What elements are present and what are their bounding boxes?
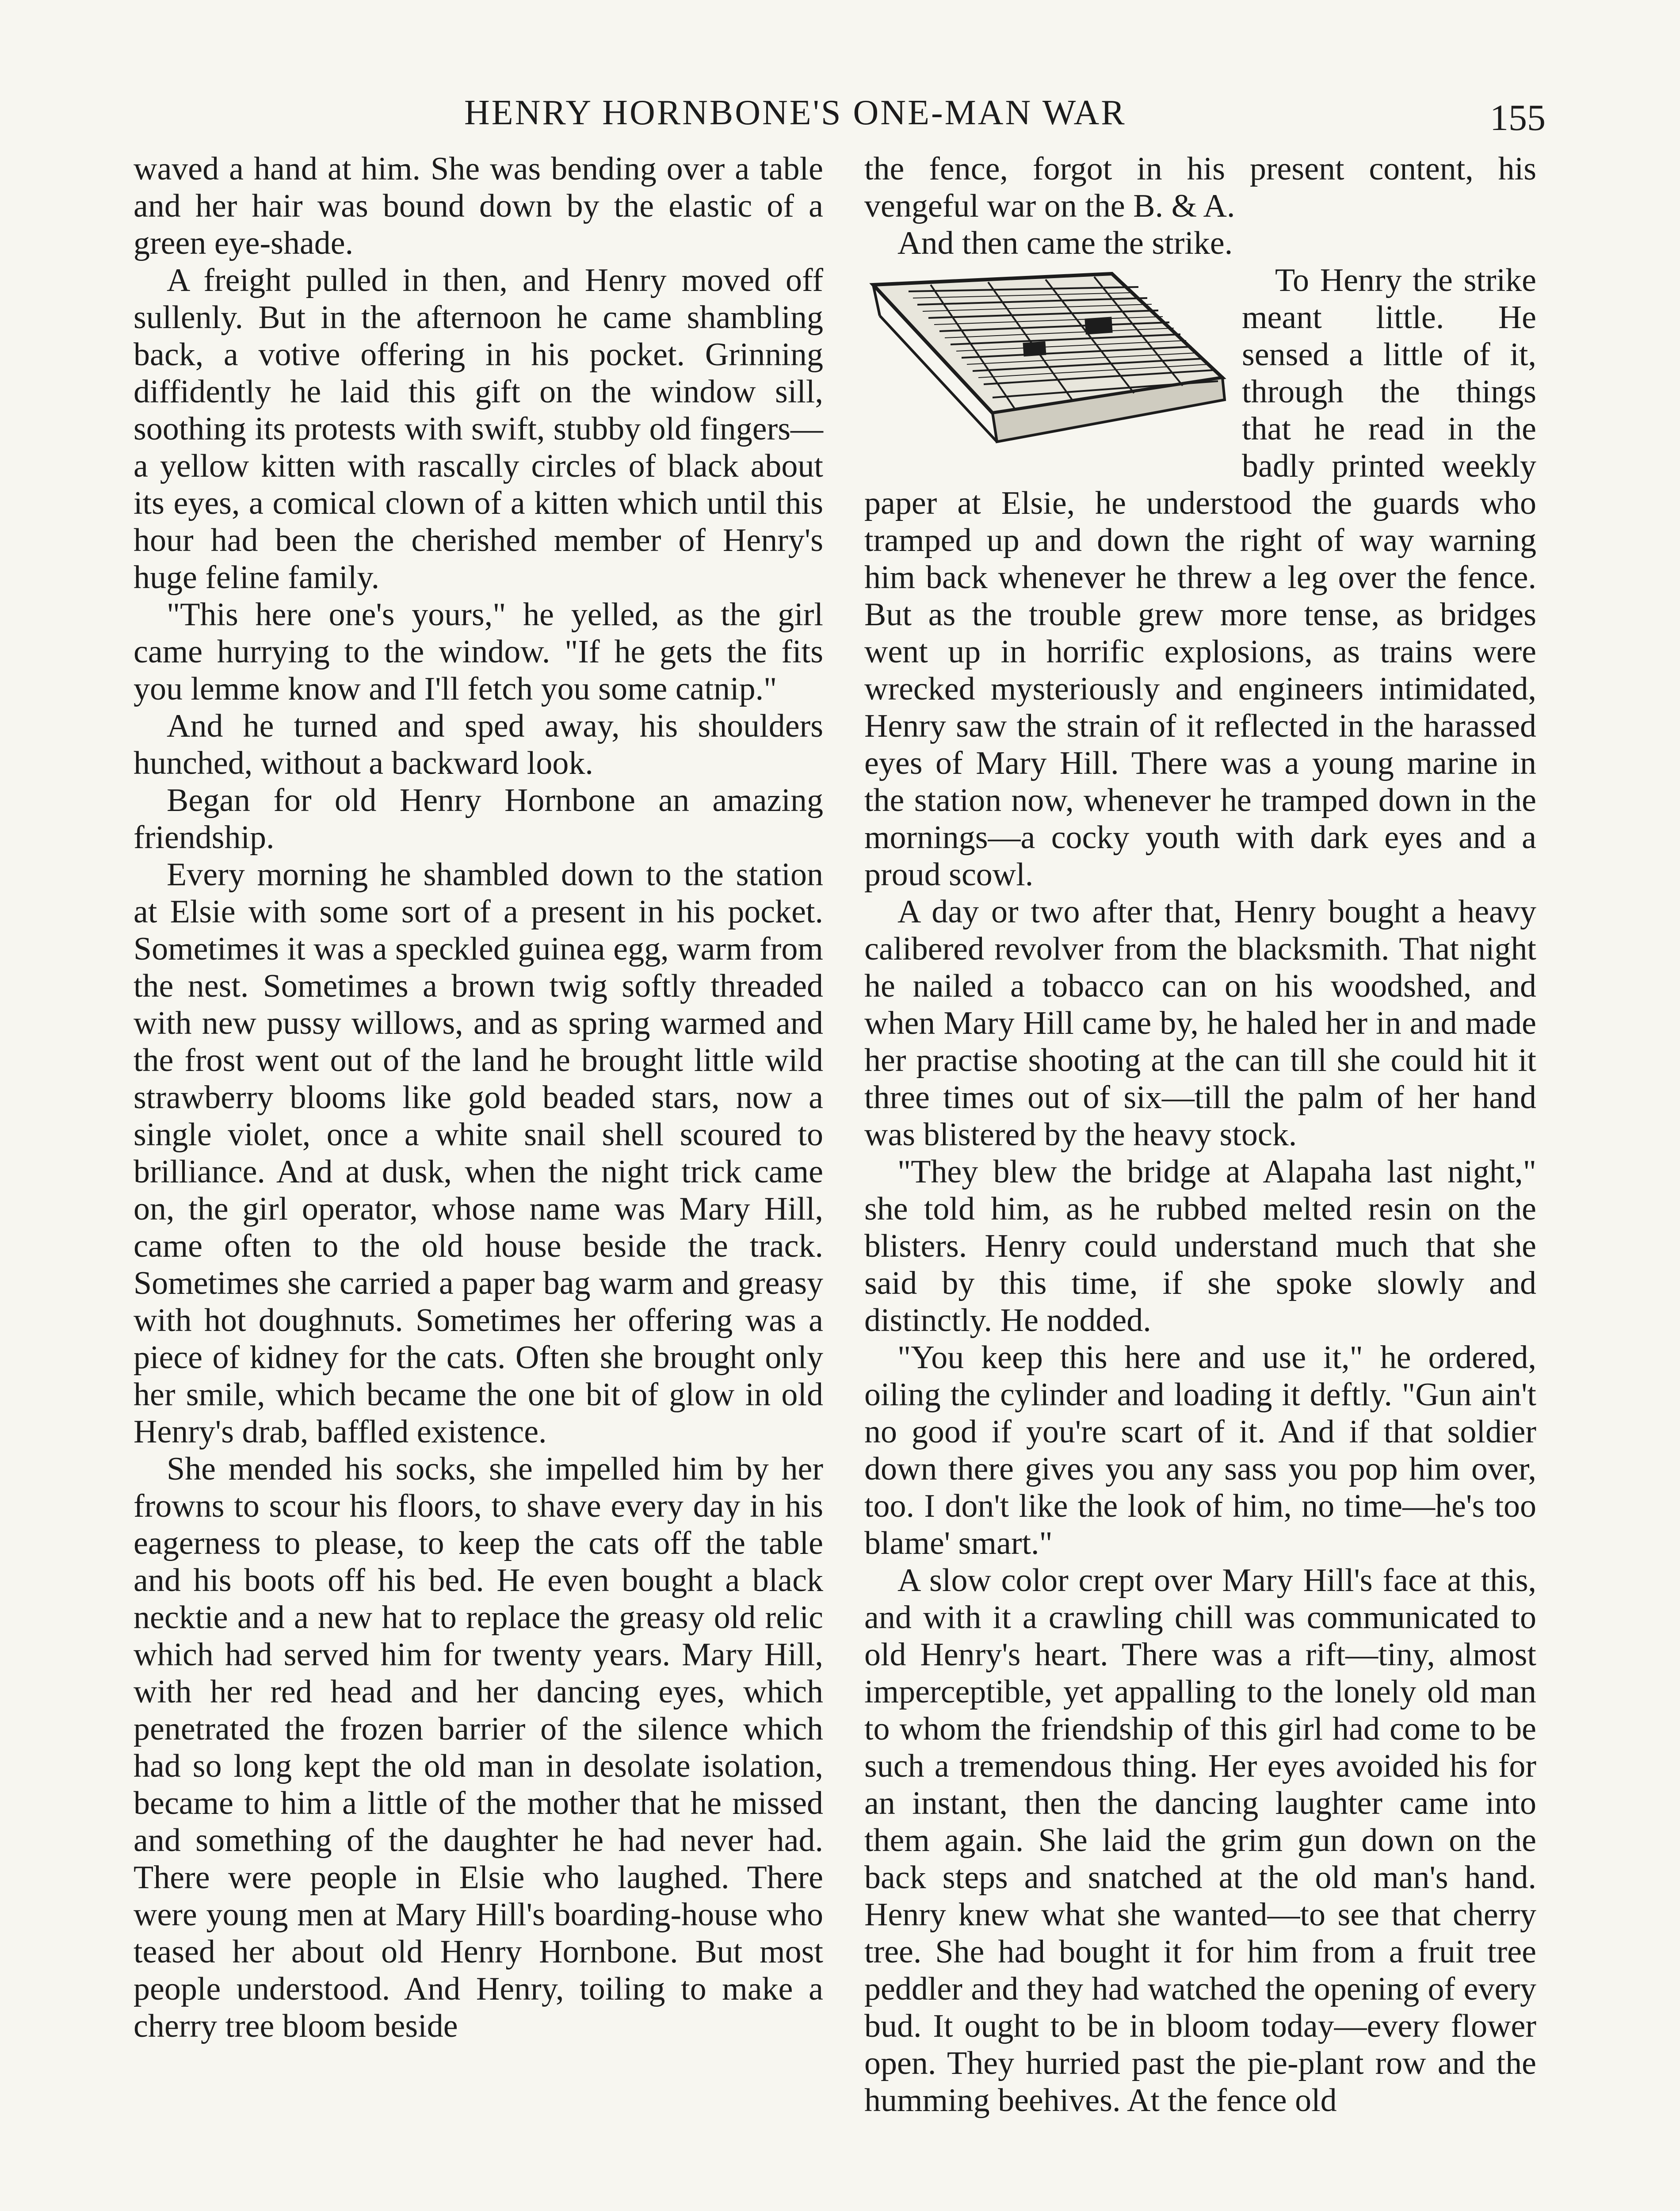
paragraph: And then came the strike. [897,225,1233,261]
paragraph: A slow color crept over Mary Hill's face at this, and with it a crawling chill was communicated to old Henry's heart. There was a rift—tiny, almost imperceptible, yet appalling to the lonely old man to whom the friendship of this girl had come to be such a tremendous thing. Her eyes avoided his for an instant, then the dancing laughter came into them again. She laid the grim gun down on the back steps and snatched at the old man's hand. Henry knew what she wanted—to see that cherry tree. She had bought it for him from a fruit tree peddler and they had watched the opening of every bud. It ought to be in bloom today—every flower open. They hurried past the pie-plant row and the humming beehives. At the fence old [864,1562,1536,2119]
paragraph: the fence, forgot in his present content, his vengeful war on the B. & A. [864,151,1536,224]
newspaper-icon [864,267,1231,453]
paragraph: "They blew the bridge at Alapaha last night," she told him, as he rubbed melted resin on the blisters. Henry could understand much that she said by this time, if she spoke slowly and distinctly. He nodded. [864,1154,1536,1339]
paragraph: waved a hand at him. She was bending over a table and her hair was bound down by the elastic of a green eye-shade. [134,151,823,261]
paragraph: Every morning he shambled down to the station at Elsie with some sort of a present in his pocket. Sometimes it was a speckled guinea egg, warm from the nest. Sometimes a brown twig softly threaded with new pussy willows, and as spring warmed and the frost went out of the land he brought little wild strawberry blooms like gold beaded stars, now a single violet, once a white snail shell scoured to brilliance. And at dusk, when the night trick came on, the girl operator, whose name was Mary Hill, came often to the old house beside the track. Sometimes she carried a paper bag warm and greasy with hot doughnuts. Sometimes her offering was a piece of kidney for the cats. Often she brought only her smile, which became the one bit of glow in old Henry's drab, baffled existence. [134,857,823,1450]
running-title: HENRY HORNBONE'S ONE-MAN WAR [464,93,1126,132]
paragraph: A day or two after that, Henry bought a heavy calibered revolver from the blacksmith. That night he nailed a tobacco can on his woodshed, and when Mary Hill came by, he haled her in and made her practise shooting at the can till she could hit it three times out of six—till the palm of her hand was blistered by the heavy stock. [864,894,1536,1153]
newspaper-illustration [864,267,1231,453]
paragraph: She mended his socks, she impelled him by her frowns to scour his floors, to shave every day in his eagerness to please, to keep the cats off the table and his boots off his bed. He even bought a black necktie and a new hat to replace the greasy old relic which had served him for twenty years. Mary Hill, with her red head and her dancing eyes, which penetrated the frozen barrier of the silence which had so long kept the old man in desolate isolation, became to him a little of the mother that he missed and something of the daughter he had never had. There were people in Elsie who laughed. There were young men at Mary Hill's boarding-house who teased her about old Henry Hornbone. But most people understood. And Henry, toiling to make a cherry tree bloom beside [134,1451,823,2044]
right-column [864,150,1536,2119]
paragraph: And he turned and sped away, his shoulders hunched, without a backward look. [134,708,823,781]
paragraph: "This here one's yours," he yelled, as the girl came hurrying to the window. "If he gets the fits you lemme know and I'll fetch you some catnip." [134,597,823,707]
paragraph: Began for old Henry Hornbone an amazing friendship. [134,782,823,856]
paragraph: To Henry the strike meant little. He sensed a little of it, through the things that he read in the badly printed weekly paper at Elsie, he understood the guards who tramped up and down the right of way warning him back whenever he threw a leg over the fence. But as the trouble grew more tense, as bridges went up in horrific explosions, as trains were wrecked mysteriously and engineers intimidated, Henry saw the strain of it reflected in the harassed eyes of Mary Hill. There was a young marine in the station now, whenever he tramped down in the mornings—a cocky youth with dark eyes and a proud scowl. [864,262,1536,893]
page-header [0,93,1680,142]
left-column [134,150,823,2045]
paragraph: "You keep this here and use it," he ordered, oiling the cylinder and loading it deftly. "Gun ain't no good if you're scart of it. And if that soldier down there gives you any sass you pop him over, too. I don't like the look of him, no time—he's too blame' smart." [864,1339,1536,1561]
paragraph: A freight pulled in then, and Henry moved off sullenly. But in the afternoon he came shambling back, a votive offering in his pocket. Grinning diffidently he laid this gift on the window sill, soothing its protests with swift, stubby old fingers—a yellow kitten with rascally circles of black about its eyes, a comical clown of a kitten which until this hour had been the cherished member of Henry's huge feline family. [134,262,823,596]
page-number: 155 [1490,97,1546,138]
